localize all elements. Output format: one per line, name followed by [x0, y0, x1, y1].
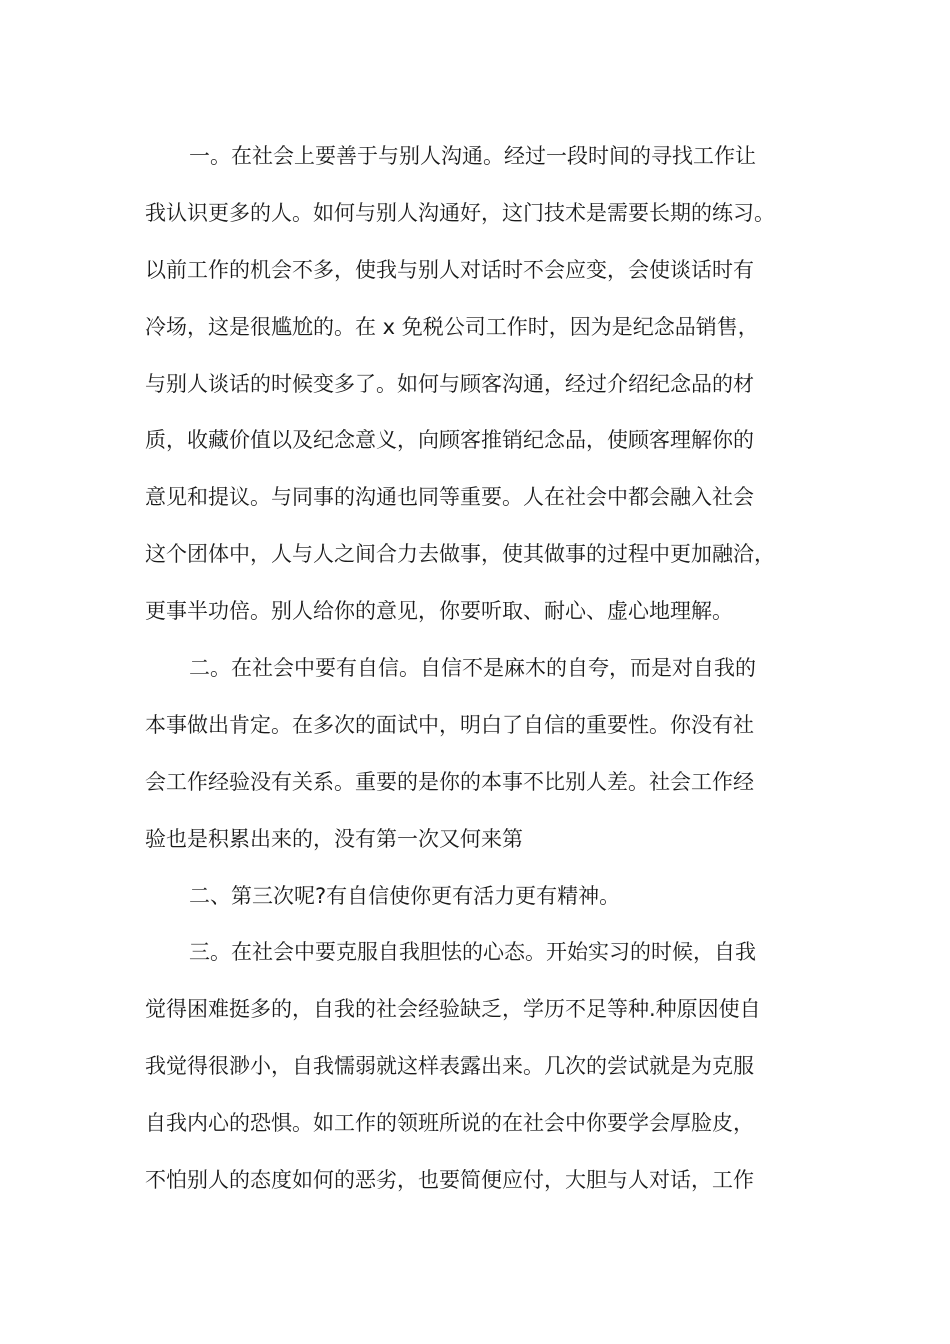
text-line: 二。在社会中要有自信。自信不是麻木的自夸，而是对自我的 — [189, 656, 756, 681]
text-line: 冷场，这是很尴尬的。在 x 免税公司工作时，因为是纪念品销售， — [145, 314, 759, 339]
text-line: 会工作经验没有关系。重要的是你的本事不比别人差。社会工作经 — [145, 769, 754, 794]
text-line: 自我内心的恐惧。如工作的领班所说的在社会中你要学会厚脸皮， — [145, 1111, 754, 1136]
text-line: 不怕别人的态度如何的恶劣，也要简便应付，大胆与人对话，工作 — [145, 1168, 754, 1193]
text-line: 三。在社会中要克服自我胆怯的心态。开始实习的时候，自我 — [189, 940, 756, 965]
text-line: 一。在社会上要善于与别人沟通。经过一段时间的寻找工作让 — [189, 144, 756, 168]
text-line: 本事做出肯定。在多次的面试中，明白了自信的重要性。你没有社 — [145, 712, 754, 737]
text-line: 这个团体中，人与人之间合力去做事，使其做事的过程中更加融洽， — [145, 542, 775, 567]
text-line: 我觉得很渺小，自我懦弱就这样表露出来。几次的尝试就是为克服 — [145, 1054, 754, 1079]
body-text — [145, 128, 825, 1209]
text-line: 与别人谈话的时候变多了。如何与顾客沟通，经过介绍纪念品的材 — [145, 371, 754, 396]
text-line: 以前工作的机会不多，使我与别人对话时不会应变，会使谈话时有 — [145, 257, 754, 282]
text-line: 验也是积累出来的，没有第一次又何来第 — [145, 826, 523, 851]
text-line: 二、第三次呢?有自信使你更有活力更有精神。 — [189, 883, 621, 908]
text-line: 质，收藏价值以及纪念意义，向顾客推销纪念品，使顾客理解你的 — [145, 428, 754, 453]
text-line: 我认识更多的人。如何与别人沟通好，这门技术是需要长期的练习。 — [145, 200, 775, 225]
text-line: 更事半功倍。别人给你的意见，你要听取、耐心、虚心地理解。 — [145, 599, 733, 624]
text-line: 意见和提议。与同事的沟通也同等重要。人在社会中都会融入社会 — [145, 485, 754, 510]
text-line: 觉得困难挺多的，自我的社会经验缺乏，学历不足等种.种原因使自 — [145, 997, 761, 1022]
